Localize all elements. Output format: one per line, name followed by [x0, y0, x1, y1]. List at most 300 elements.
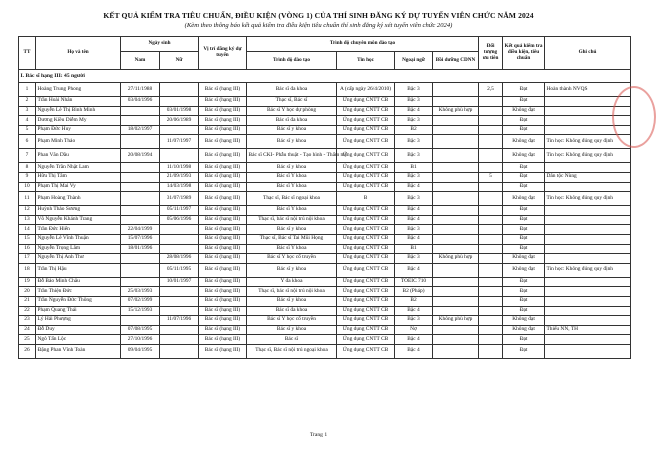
cell-name: Đỗ Bảo Minh Châu — [36, 277, 121, 287]
cell-tt: 3 — [19, 106, 36, 116]
cell-cdnn — [433, 306, 479, 316]
cell-cdnn — [433, 182, 479, 192]
table-row — [19, 234, 631, 244]
cell-tt: 16 — [19, 244, 36, 254]
header-dob: Ngày sinh — [121, 37, 199, 52]
cell-note — [545, 316, 631, 326]
cell-note — [545, 182, 631, 192]
cell-dob-male: 20/08/1994 — [121, 149, 160, 163]
cell-cdnn — [433, 287, 479, 297]
cell-language: B2 — [395, 125, 433, 135]
cell-degree: Thạc sĩ, Bác sĩ nội trú ngoại khoa — [247, 344, 337, 358]
cell-name: Phạm Quang Thái — [36, 306, 121, 316]
cell-position: Bác sĩ (hạng III) — [199, 172, 247, 182]
cell-it: B — [337, 192, 395, 206]
cell-result: Không đạt — [503, 316, 545, 326]
cell-priority — [479, 344, 503, 358]
header-qualification: Trình độ chuyên môn đào tạo — [247, 37, 479, 52]
cell-tt: 20 — [19, 287, 36, 297]
cell-priority — [479, 316, 503, 326]
cell-language: Bậc 4 — [395, 344, 433, 358]
cell-position: Bác sĩ (hạng III) — [199, 182, 247, 192]
cell-name: Trần Thị Hậu — [36, 263, 121, 277]
cell-dob-male — [121, 277, 160, 287]
cell-name: Nguyễn Lê Thị Bình Minh — [36, 106, 121, 116]
cell-note — [545, 206, 631, 216]
cell-note — [545, 254, 631, 264]
cell-degree: Bác sĩ đa khoa — [247, 83, 337, 97]
table-row — [19, 215, 631, 225]
cell-degree: Bác sĩ y khoa — [247, 135, 337, 149]
cell-it: Ứng dụng CNTT CB — [337, 234, 395, 244]
cell-tt: 1 — [19, 83, 36, 97]
header-male: Nam — [121, 52, 160, 70]
cell-tt: 12 — [19, 206, 36, 216]
cell-dob-female — [160, 97, 199, 107]
cell-priority — [479, 335, 503, 345]
cell-priority — [479, 182, 503, 192]
cell-language: Bậc 3 — [395, 254, 433, 264]
cell-position: Bác sĩ (hạng III) — [199, 325, 247, 335]
cell-note — [545, 215, 631, 225]
cell-note — [545, 277, 631, 287]
cell-dob-female: 05/11/1997 — [160, 206, 199, 216]
cell-tt: 22 — [19, 306, 36, 316]
cell-name: Nguyễn Thị Anh Thư — [36, 254, 121, 264]
cell-it: Ứng dụng CNTT CB — [337, 172, 395, 182]
cell-dob-female — [160, 225, 199, 235]
cell-it: Ứng dụng CNTT CB — [337, 182, 395, 192]
cell-result: Không đạt — [503, 106, 545, 116]
cell-degree: Bác sĩ đa khoa — [247, 116, 337, 126]
cell-priority — [479, 263, 503, 277]
cell-language: Bậc 4 — [395, 263, 433, 277]
section-title: I. Bác sĩ hạng III: 45 người — [19, 70, 631, 83]
cell-note — [545, 287, 631, 297]
table-row — [19, 325, 631, 335]
cell-priority — [479, 225, 503, 235]
cell-tt: 25 — [19, 335, 36, 345]
cell-dob-male — [121, 116, 160, 126]
cell-note: Tin học: Không đúng quy định — [545, 149, 631, 163]
cell-dob-male: 18/02/1997 — [121, 125, 160, 135]
cell-degree: Y đa khoa — [247, 277, 337, 287]
cell-position: Bác sĩ (hạng III) — [199, 277, 247, 287]
cell-result: Đạt — [503, 234, 545, 244]
cell-language: Bậc 3 — [395, 149, 433, 163]
cell-result: Không đạt — [503, 192, 545, 206]
header-result: Kết quả kiểm tra điều kiện, tiêu chuẩn — [503, 37, 545, 70]
cell-tt: 19 — [19, 277, 36, 287]
header-position: Vị trí đăng ký dự tuyển — [199, 37, 247, 70]
cell-priority — [479, 215, 503, 225]
cell-dob-male — [121, 192, 160, 206]
cell-dob-male: 27/10/1996 — [121, 335, 160, 345]
cell-note — [545, 344, 631, 358]
cell-priority — [479, 97, 503, 107]
cell-degree: Bác sĩ Y khoa — [247, 172, 337, 182]
cell-position: Bác sĩ (hạng III) — [199, 335, 247, 345]
cell-name: Trần Nguyễn Đức Thông — [36, 296, 121, 306]
cell-cdnn — [433, 192, 479, 206]
seal-stamp — [612, 86, 656, 148]
cell-cdnn — [433, 244, 479, 254]
cell-degree: Bác sĩ — [247, 335, 337, 345]
cell-result: Đạt — [503, 125, 545, 135]
cell-position: Bác sĩ (hạng III) — [199, 106, 247, 116]
cell-dob-female: 11/10/1998 — [160, 163, 199, 173]
cell-dob-female: 05/06/1996 — [160, 215, 199, 225]
cell-result: Không đạt — [503, 263, 545, 277]
cell-it: Ứng dụng CNTT CB — [337, 135, 395, 149]
cell-position: Bác sĩ (hạng III) — [199, 306, 247, 316]
cell-cdnn: Không phù hợp — [433, 106, 479, 116]
cell-it: Ứng dụng CNTT CB — [337, 97, 395, 107]
cell-language: TOEIC 710 — [395, 277, 433, 287]
table-row — [19, 116, 631, 126]
cell-result: Đạt — [503, 182, 545, 192]
cell-degree: Bác sĩ y khoa — [247, 296, 337, 306]
cell-priority — [479, 234, 503, 244]
cell-cdnn — [433, 296, 479, 306]
cell-name: Ngô Tấn Lộc — [36, 335, 121, 345]
table-row — [19, 263, 631, 277]
cell-cdnn — [433, 263, 479, 277]
cell-degree: Bác sĩ y khoa — [247, 225, 337, 235]
cell-result: Đạt — [503, 244, 545, 254]
cell-cdnn — [433, 97, 479, 107]
cell-it: Ứng dụng CNTT CB — [337, 106, 395, 116]
cell-position: Bác sĩ (hạng III) — [199, 344, 247, 358]
cell-language: Bậc 4 — [395, 215, 433, 225]
cell-position: Bác sĩ (hạng III) — [199, 149, 247, 163]
cell-it: Ứng dụng CNTT CB — [337, 149, 395, 163]
cell-tt: 26 — [19, 344, 36, 358]
cell-degree: Thạc sĩ, Bác sĩ ngoại khoa — [247, 192, 337, 206]
cell-it: Ứng dụng CNTT CB — [337, 116, 395, 126]
cell-note — [545, 225, 631, 235]
cell-position: Bác sĩ (hạng III) — [199, 316, 247, 326]
cell-cdnn — [433, 325, 479, 335]
table-row — [19, 277, 631, 287]
cell-dob-male — [121, 106, 160, 116]
table-row — [19, 182, 631, 192]
cell-language: B1 — [395, 244, 433, 254]
cell-it: Ứng dụng CNTT CB — [337, 344, 395, 358]
cell-dob-female: 14/03/1998 — [160, 182, 199, 192]
cell-cdnn — [433, 172, 479, 182]
cell-note: Dân tộc Nùng — [545, 172, 631, 182]
cell-dob-female — [160, 244, 199, 254]
cell-cdnn — [433, 215, 479, 225]
cell-it: Ứng dụng CNTT CB — [337, 163, 395, 173]
cell-tt: 5 — [19, 125, 36, 135]
cell-it: Ứng dụng CNTT CB — [337, 325, 395, 335]
table-row — [19, 344, 631, 358]
cell-dob-male: 22/04/1999 — [121, 225, 160, 235]
cell-position: Bác sĩ (hạng III) — [199, 263, 247, 277]
table-row — [19, 192, 631, 206]
cell-degree: Bác sĩ Y học cổ truyền — [247, 316, 337, 326]
cell-dob-female: 28/08/1996 — [160, 254, 199, 264]
table-body — [19, 70, 631, 359]
cell-language: Bậc 4 — [395, 206, 433, 216]
cell-dob-female: 10/01/1997 — [160, 277, 199, 287]
cell-degree: Bác sĩ y khoa — [247, 163, 337, 173]
cell-dob-male — [121, 172, 160, 182]
cell-position: Bác sĩ (hạng III) — [199, 206, 247, 216]
cell-cdnn — [433, 163, 479, 173]
cell-dob-female: 31/07/1989 — [160, 192, 199, 206]
cell-name: Đặng Phan Vĩnh Toàn — [36, 344, 121, 358]
cell-dob-female: 11/07/1997 — [160, 135, 199, 149]
cell-language: Nợ — [395, 325, 433, 335]
cell-dob-female — [160, 306, 199, 316]
cell-degree: Bác sĩ Y khoa — [247, 244, 337, 254]
cell-result: Đạt — [503, 306, 545, 316]
cell-priority — [479, 106, 503, 116]
cell-tt: 6 — [19, 135, 36, 149]
cell-dob-female: 21/09/1993 — [160, 172, 199, 182]
cell-degree: Bác sĩ y khoa — [247, 125, 337, 135]
cell-name: Phan Văn Dầu — [36, 149, 121, 163]
cell-priority: 2,5 — [479, 83, 503, 97]
cell-priority — [479, 277, 503, 287]
cell-result: Đạt — [503, 215, 545, 225]
cell-position: Bác sĩ (hạng III) — [199, 287, 247, 297]
results-table — [18, 36, 631, 359]
cell-dob-female: 05/11/1995 — [160, 263, 199, 277]
cell-it: Ứng dụng CNTT CB — [337, 316, 395, 326]
header-language: Ngoại ngữ — [395, 52, 433, 70]
cell-dob-male — [121, 263, 160, 277]
cell-it: Ứng dụng CNTT CB — [337, 263, 395, 277]
cell-it: Ứng dụng CNTT CB — [337, 244, 395, 254]
cell-result: Đạt — [503, 172, 545, 182]
cell-tt: 10 — [19, 182, 36, 192]
cell-degree: Bác sĩ y khoa — [247, 325, 337, 335]
cell-it: Ứng dụng CNTT CB — [337, 277, 395, 287]
cell-degree: Bác sĩ Y học dự phòng — [247, 106, 337, 116]
cell-result: Không đạt — [503, 149, 545, 163]
cell-tt: 23 — [19, 316, 36, 326]
cell-name: Nguyễn Trọng Lâm — [36, 244, 121, 254]
table-row — [19, 163, 631, 173]
cell-result: Không đạt — [503, 135, 545, 149]
cell-position: Bác sĩ (hạng III) — [199, 215, 247, 225]
cell-dob-male: 07/02/1999 — [121, 296, 160, 306]
cell-note: Thiếu NN, TH — [545, 325, 631, 335]
cell-language: B1 — [395, 163, 433, 173]
cell-it: Ứng dụng CNTT CB — [337, 296, 395, 306]
table-row — [19, 287, 631, 297]
cell-cdnn — [433, 277, 479, 287]
table-row — [19, 106, 631, 116]
cell-priority — [479, 116, 503, 126]
table-row — [19, 172, 631, 182]
cell-result: Đạt — [503, 344, 545, 358]
cell-it: Ứng dụng CNTT CB — [337, 335, 395, 345]
cell-priority — [479, 149, 503, 163]
cell-dob-male: 15/07/1996 — [121, 234, 160, 244]
table-row — [19, 244, 631, 254]
cell-dob-male — [121, 182, 160, 192]
cell-name: Phạm Thị Mai Vy — [36, 182, 121, 192]
cell-dob-female: 03/01/1998 — [160, 106, 199, 116]
cell-dob-female — [160, 296, 199, 306]
cell-it: Ứng dụng CNTT CB — [337, 225, 395, 235]
cell-priority — [479, 192, 503, 206]
cell-it: Ứng dụng CNTT CB — [337, 254, 395, 264]
cell-degree: Bác sĩ y khoa — [247, 263, 337, 277]
cell-name: Nguyễn Trần Nhật Lam — [36, 163, 121, 173]
cell-name: Hữu Thị Tâm — [36, 172, 121, 182]
cell-dob-female — [160, 335, 199, 345]
cell-note — [545, 296, 631, 306]
cell-position: Bác sĩ (hạng III) — [199, 244, 247, 254]
cell-dob-male: 15/12/1993 — [121, 306, 160, 316]
cell-name: Phạm Đức Huy — [36, 125, 121, 135]
cell-name: Dương Kiều Diễm My — [36, 116, 121, 126]
cell-cdnn — [433, 149, 479, 163]
cell-dob-male — [121, 254, 160, 264]
cell-priority — [479, 254, 503, 264]
cell-dob-female: 11/07/1996 — [160, 316, 199, 326]
cell-position: Bác sĩ (hạng III) — [199, 225, 247, 235]
table-row — [19, 225, 631, 235]
cell-dob-male — [121, 215, 160, 225]
cell-degree: Thạc sĩ, bác sĩ nội trú nội khoa — [247, 287, 337, 297]
cell-dob-male: 09/04/1995 — [121, 344, 160, 358]
table-row — [19, 125, 631, 135]
table-row — [19, 254, 631, 264]
cell-dob-male — [121, 135, 160, 149]
cell-result: Đạt — [503, 206, 545, 216]
cell-language: Bậc 3 — [395, 97, 433, 107]
cell-dob-male — [121, 206, 160, 216]
cell-language: Bậc 3 — [395, 192, 433, 206]
cell-priority — [479, 296, 503, 306]
cell-tt: 14 — [19, 225, 36, 235]
cell-priority — [479, 135, 503, 149]
cell-dob-male: 25/03/1993 — [121, 287, 160, 297]
cell-language: Bậc 3 — [395, 316, 433, 326]
cell-position: Bác sĩ (hạng III) — [199, 135, 247, 149]
cell-it: Ứng dụng CNTT CB — [337, 287, 395, 297]
cell-tt: 18 — [19, 263, 36, 277]
table-row — [19, 296, 631, 306]
cell-dob-female — [160, 83, 199, 97]
cell-dob-male: 18/01/1996 — [121, 244, 160, 254]
cell-tt: 11 — [19, 192, 36, 206]
cell-position: Bác sĩ (hạng III) — [199, 125, 247, 135]
cell-tt: 15 — [19, 234, 36, 244]
cell-note: Hoàn thành NVQS — [545, 83, 631, 97]
cell-degree: Bác sĩ đa khoa — [247, 306, 337, 316]
cell-note — [545, 234, 631, 244]
cell-dob-male — [121, 163, 160, 173]
cell-dob-female — [160, 325, 199, 335]
cell-cdnn — [433, 335, 479, 345]
cell-position: Bác sĩ (hạng III) — [199, 192, 247, 206]
cell-position: Bác sĩ (hạng III) — [199, 97, 247, 107]
cell-name: Trần Đức Hiển — [36, 225, 121, 235]
cell-name: Võ Nguyễn Khánh Trang — [36, 215, 121, 225]
cell-name: Lý Hải Phượng — [36, 316, 121, 326]
cell-degree: Bác sĩ Y khoa — [247, 182, 337, 192]
table-row — [19, 316, 631, 326]
table-row — [19, 206, 631, 216]
cell-language: Bậc 4 — [395, 182, 433, 192]
cell-name: Hoàng Trung Phong — [36, 83, 121, 97]
cell-it: A (cấp ngày 26/4/2010) — [337, 83, 395, 97]
cell-cdnn: Không phù hợp — [433, 254, 479, 264]
cell-degree: Thạc sĩ, Bác sĩ — [247, 97, 337, 107]
cell-position: Bác sĩ (hạng III) — [199, 296, 247, 306]
page-number: Trang 1 — [309, 432, 328, 438]
cell-tt: 4 — [19, 116, 36, 126]
cell-language: Bậc 4 — [395, 106, 433, 116]
cell-degree: Bác sĩ Y khoa — [247, 206, 337, 216]
cell-note: Tin học: Không đúng quy định — [545, 135, 631, 149]
cell-note: Tin học: Không đúng quy định — [545, 192, 631, 206]
cell-name: Phạm Minh Thảo — [36, 135, 121, 149]
cell-dob-male: 27/11/1988 — [121, 83, 160, 97]
cell-language: B2 — [395, 296, 433, 306]
cell-cdnn — [433, 135, 479, 149]
document-title: KẾT QUẢ KIỂM TRA TIÊU CHUẨN, ĐIỀU KIỆN (VÒNG 1) CỦA THÍ SINH ĐĂNG KÝ DỰ TUYỂN VIÊN CHỨC NĂM 2024 — [103, 11, 534, 20]
cell-note — [545, 306, 631, 316]
cell-language: Bậc 4 — [395, 306, 433, 316]
cell-it: Ứng dụng CNTT CB — [337, 125, 395, 135]
cell-degree: Bác sĩ CKI- Phẫu thuật - Tạo hình - Thẩm mỹ — [247, 149, 337, 163]
cell-cdnn — [433, 116, 479, 126]
cell-tt: 24 — [19, 325, 36, 335]
cell-priority — [479, 125, 503, 135]
header-tt: TT — [19, 37, 36, 70]
cell-cdnn — [433, 234, 479, 244]
cell-it: Ứng dụng CNTT CB — [337, 215, 395, 225]
cell-position: Bác sĩ (hạng III) — [199, 116, 247, 126]
table-row — [19, 97, 631, 107]
cell-note: Tin học: Không đúng quy định — [545, 263, 631, 277]
cell-cdnn: Không phù hợp — [433, 316, 479, 326]
header-priority: Đối tượng ưu tiên — [479, 37, 503, 70]
cell-note — [545, 244, 631, 254]
cell-note — [545, 335, 631, 345]
cell-result: Không đạt — [503, 325, 545, 335]
cell-priority: 5 — [479, 172, 503, 182]
cell-language: Bậc 3 — [395, 83, 433, 97]
cell-result: Đạt — [503, 163, 545, 173]
cell-dob-female — [160, 287, 199, 297]
header-female: Nữ — [160, 52, 199, 70]
cell-result: Đạt — [503, 296, 545, 306]
cell-result: Đạt — [503, 116, 545, 126]
table-row — [19, 335, 631, 345]
cell-position: Bác sĩ (hạng III) — [199, 254, 247, 264]
header-it: Tin học — [337, 52, 395, 70]
table-row — [19, 306, 631, 316]
cell-dob-female — [160, 234, 199, 244]
cell-tt: 9 — [19, 172, 36, 182]
cell-degree: Thạc sĩ, bác sĩ nội trú nội khoa — [247, 215, 337, 225]
cell-cdnn — [433, 83, 479, 97]
cell-dob-male: 07/08/1995 — [121, 325, 160, 335]
cell-priority — [479, 287, 503, 297]
cell-language: Bậc 3 — [395, 135, 433, 149]
cell-dob-female — [160, 344, 199, 358]
